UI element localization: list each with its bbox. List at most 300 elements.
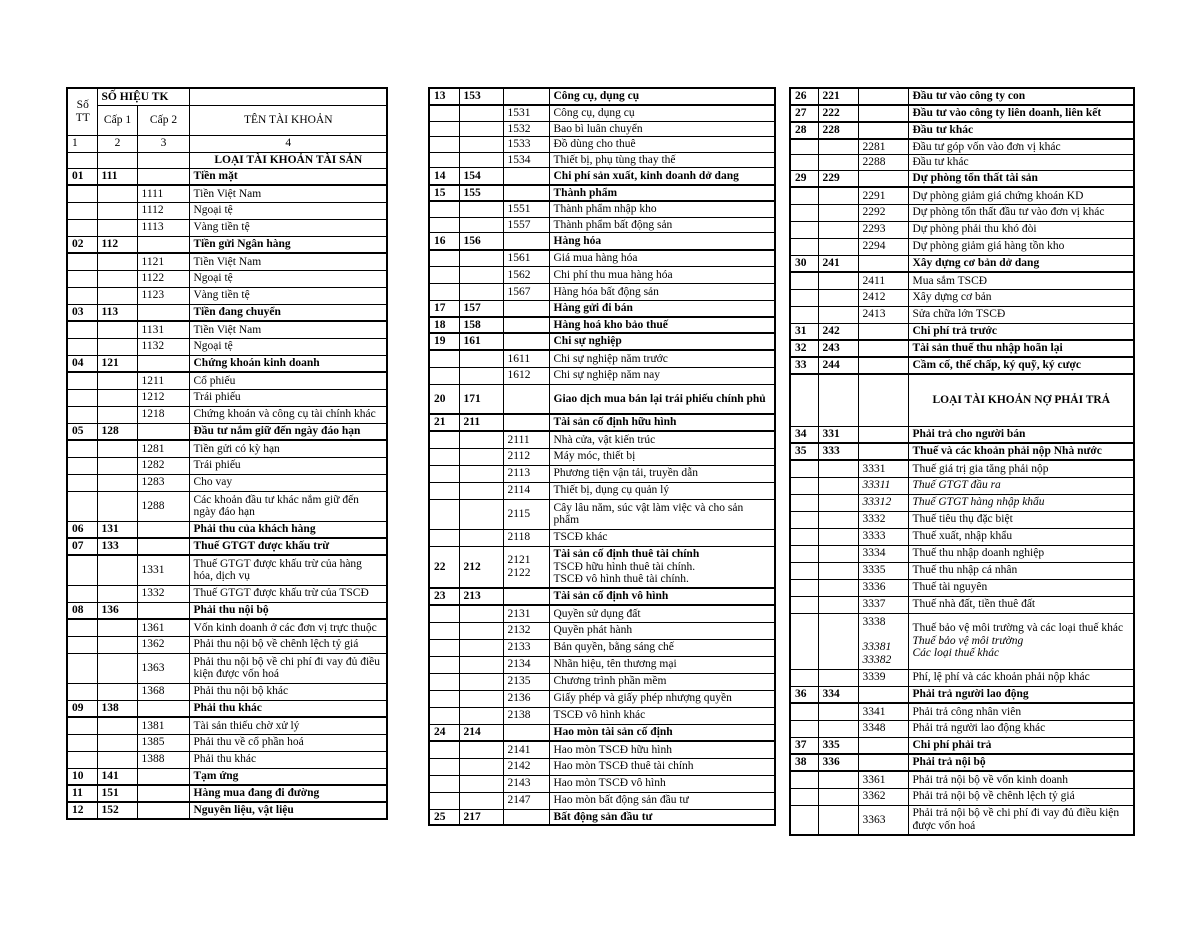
account-code-level-1: [459, 137, 503, 153]
account-code-level-2: 1368: [137, 683, 189, 700]
header-cap-1: Cấp 1: [97, 105, 137, 135]
account-row: [790, 255, 1134, 272]
account-name: Phải thu về cổ phần hoá: [189, 734, 387, 751]
account-code-level-2: [858, 443, 908, 460]
account-row: [429, 201, 775, 217]
account-row: [790, 323, 1134, 340]
account-name: Tạm ứng: [189, 768, 387, 785]
account-name: Dự phòng giảm giá chứng khoán KD: [908, 187, 1134, 204]
account-name: Cầm cố, thế chấp, ký quỹ, ký cược: [908, 357, 1134, 374]
row-number: [67, 389, 97, 406]
account-row: [429, 690, 775, 707]
account-name: Chi phí thu mua hàng hóa: [549, 267, 775, 284]
account-row: [429, 724, 775, 741]
account-row: [67, 555, 387, 585]
account-code-level-2: 3331: [858, 460, 908, 477]
row-number: [790, 562, 818, 579]
header-so-tt: Số TT: [67, 88, 97, 135]
account-code-level-2: 3348: [858, 720, 908, 737]
account-code-level-2: [137, 168, 189, 185]
account-code-level-2: 3333: [858, 528, 908, 545]
row-number: [67, 457, 97, 474]
row-number: 13: [429, 88, 459, 105]
account-row: [429, 105, 775, 121]
row-number: 16: [429, 233, 459, 250]
account-code-level-2: [503, 168, 549, 185]
account-code-level-1: [818, 562, 858, 579]
account-code-level-2: [503, 809, 549, 825]
account-code-level-2: 3341: [858, 703, 908, 720]
cell-line: 33382: [862, 653, 892, 666]
account-code-level-2: [503, 317, 549, 334]
account-row: [790, 204, 1134, 221]
account-code-level-1: 128: [97, 423, 137, 440]
account-name: Tài sản cố định hữu hình: [549, 414, 775, 431]
account-code-level-2: 2111: [503, 431, 549, 448]
account-code-level-2: 3336: [858, 579, 908, 596]
account-code-level-2: 1533: [503, 137, 549, 153]
account-name: Tiền Việt Nam: [189, 185, 387, 202]
account-code-level-1: 242: [818, 323, 858, 340]
account-row: [429, 546, 775, 588]
account-code-level-2: [858, 357, 908, 374]
account-code-level-1: 133: [97, 538, 137, 555]
blank-stt: [67, 152, 97, 168]
account-row: [790, 596, 1134, 613]
account-row: [790, 122, 1134, 139]
account-code-level-2: 3363: [858, 805, 908, 835]
cell-line: TSCĐ hữu hình thuê tài chính.: [553, 560, 696, 573]
cell-line: Thuế bảo vệ môi trường: [912, 634, 1024, 647]
row-number: [790, 221, 818, 238]
row-number: [429, 622, 459, 639]
row-number: [429, 465, 459, 482]
account-code-level-1: [459, 121, 503, 137]
row-number: [67, 287, 97, 304]
account-row: [790, 306, 1134, 323]
account-code-level-1: [818, 204, 858, 221]
row-number: [67, 338, 97, 355]
account-row: [429, 499, 775, 529]
row-number: [67, 585, 97, 602]
account-code-level-1: 156: [459, 233, 503, 250]
account-code-level-2: 2132: [503, 622, 549, 639]
account-code-level-1: 221: [818, 88, 858, 105]
account-row: [790, 545, 1134, 562]
row-number: 09: [67, 700, 97, 717]
account-code-level-2: 1551: [503, 201, 549, 217]
account-row: [429, 168, 775, 185]
account-code-level-1: 154: [459, 168, 503, 185]
account-name: Thuế GTGT được khấu trừ của TSCĐ: [189, 585, 387, 602]
row-number: 35: [790, 443, 818, 460]
account-name: Tiền gửi có kỳ hạn: [189, 440, 387, 457]
row-number: [429, 707, 459, 724]
account-code-level-2: [137, 521, 189, 538]
account-row: [67, 389, 387, 406]
row-number: [67, 555, 97, 585]
account-code-level-2: 1288: [137, 491, 189, 521]
row-number: 25: [429, 809, 459, 825]
account-code-level-1: [97, 619, 137, 636]
account-name: Phí, lệ phí và các khoản phải nộp khác: [908, 669, 1134, 686]
account-name: Hao mòn TSCĐ vô hình: [549, 775, 775, 792]
account-name: Sửa chữa lớn TSCĐ: [908, 306, 1134, 323]
account-name: Hàng gửi đi bán: [549, 301, 775, 317]
row-number: [67, 474, 97, 491]
account-row: [790, 426, 1134, 443]
account-row: [67, 700, 387, 717]
account-code-level-2: 2147: [503, 792, 549, 809]
account-name: Bất động sản đầu tư: [549, 809, 775, 825]
row-number: [790, 528, 818, 545]
row-number: 37: [790, 737, 818, 754]
account-code-level-2: [858, 426, 908, 443]
account-row: [429, 741, 775, 758]
account-name: Vàng tiền tệ: [189, 287, 387, 304]
account-row: [429, 301, 775, 317]
row-number: 20: [429, 384, 459, 414]
account-code-level-1: [459, 758, 503, 775]
account-code-level-2: 2133: [503, 639, 549, 656]
account-code-level-1: [818, 545, 858, 562]
account-code-level-1: [97, 185, 137, 202]
account-row: [790, 788, 1134, 805]
row-number: 24: [429, 724, 459, 741]
account-name: Bản quyền, bằng sáng chế: [549, 639, 775, 656]
account-code-level-1: 333: [818, 443, 858, 460]
blank-c2: [137, 152, 189, 168]
account-row: [790, 720, 1134, 737]
account-row: [429, 367, 775, 384]
account-row: [790, 443, 1134, 460]
account-row: [790, 771, 1134, 788]
account-code-level-1: 153: [459, 88, 503, 105]
row-number: 29: [790, 170, 818, 187]
account-row: [790, 562, 1134, 579]
account-row: [429, 137, 775, 153]
header-ten-tai-khoan: TÊN TÀI KHOẢN: [189, 105, 387, 135]
account-code-level-1: [818, 306, 858, 323]
account-code-level-2: 1532: [503, 121, 549, 137]
account-row: [790, 105, 1134, 122]
cell-line: 3338: [862, 616, 886, 628]
row-number: 27: [790, 105, 818, 122]
account-code-level-1: 152: [97, 802, 137, 819]
account-code-level-2: [137, 355, 189, 372]
account-code-level-1: [97, 253, 137, 270]
account-code-level-1: [97, 474, 137, 491]
account-row: [429, 88, 775, 105]
account-code-level-1: 171: [459, 384, 503, 414]
row-number: 31: [790, 323, 818, 340]
row-number: [429, 137, 459, 153]
account-code-level-2: 3335: [858, 562, 908, 579]
account-name: Dự phòng giảm giá hàng tồn kho: [908, 238, 1134, 255]
row-number: [790, 306, 818, 323]
account-name: Thuế thu nhập cá nhân: [908, 562, 1134, 579]
account-code-level-1: [459, 350, 503, 367]
row-number: 32: [790, 340, 818, 357]
account-code-level-1: 151: [97, 785, 137, 802]
account-code-level-2: [858, 170, 908, 187]
account-code-level-2: [858, 340, 908, 357]
account-code-level-1: [97, 555, 137, 585]
row-number: [429, 499, 459, 529]
account-code-level-2: 33312: [858, 494, 908, 511]
account-code-level-2: 2135: [503, 673, 549, 690]
row-number: [790, 155, 818, 171]
row-number: [429, 758, 459, 775]
row-number: [790, 720, 818, 737]
row-number: 04: [67, 355, 97, 372]
account-code-level-1: [818, 805, 858, 835]
account-code-level-1: [818, 139, 858, 155]
account-code-level-2: [858, 754, 908, 771]
account-row: [429, 121, 775, 137]
account-code-level-2: 2288: [858, 155, 908, 171]
account-name: Phải trả nội bộ về chênh lệch tỷ giá: [908, 788, 1134, 805]
row-number: [790, 238, 818, 255]
row-number: [67, 372, 97, 389]
account-name: Thuế tài nguyên: [908, 579, 1134, 596]
account-code-level-2: 1611: [503, 350, 549, 367]
account-code-level-2: [137, 423, 189, 440]
row-number: [429, 690, 459, 707]
row-number: 33: [790, 357, 818, 374]
account-code-level-1: [818, 460, 858, 477]
account-name: Phải trả công nhân viên: [908, 703, 1134, 720]
row-number: [429, 367, 459, 384]
account-row: [67, 372, 387, 389]
blank-stt: [790, 374, 818, 426]
row-number: [790, 139, 818, 155]
account-row: [67, 236, 387, 253]
account-name: Thuế GTGT đầu ra: [908, 477, 1134, 494]
row-number: [67, 653, 97, 683]
account-code-level-1: [818, 272, 858, 289]
account-code-level-2: [503, 724, 549, 741]
row-number: 07: [67, 538, 97, 555]
account-name: Thiết bị, phụ tùng thay thế: [549, 152, 775, 168]
account-code-level-1: 214: [459, 724, 503, 741]
account-code-level-2: 2118: [503, 529, 549, 546]
blank-c2: [858, 374, 908, 426]
account-code-level-1: 131: [97, 521, 137, 538]
account-row: [790, 477, 1134, 494]
row-number: 19: [429, 333, 459, 350]
account-name: Chi phí sản xuất, kinh doanh dở dang: [549, 168, 775, 185]
account-code-level-1: [459, 105, 503, 121]
account-code-level-1: [97, 457, 137, 474]
account-code-level-1: [459, 792, 503, 809]
account-code-level-1: [459, 284, 503, 301]
account-row: [790, 737, 1134, 754]
account-row: [429, 384, 775, 414]
account-name: Đầu tư góp vốn vào đơn vị khác: [908, 139, 1134, 155]
account-code-level-2: [503, 233, 549, 250]
account-code-level-1: 331: [818, 426, 858, 443]
account-name: Đồ dùng cho thuê: [549, 137, 775, 153]
account-code-level-1: [97, 338, 137, 355]
row-number: 22: [429, 546, 459, 588]
cell-line: Thuế bảo vệ môi trường và các loại thuế khác: [912, 622, 1124, 635]
account-row: [429, 482, 775, 499]
account-row: [790, 187, 1134, 204]
account-code-level-1: [818, 494, 858, 511]
row-number: [67, 406, 97, 423]
section-title: LOẠI TÀI KHOẢN NỢ PHẢI TRẢ: [908, 374, 1134, 426]
row-number: 38: [790, 754, 818, 771]
section-header-row: [790, 374, 1134, 426]
cell-line: 2121: [507, 554, 531, 567]
account-name: Tài sản thiếu chờ xử lý: [189, 717, 387, 734]
account-code-level-2: 2136: [503, 690, 549, 707]
row-number: 10: [67, 768, 97, 785]
account-code-level-2: 1388: [137, 751, 189, 768]
account-name: Chứng khoán kinh doanh: [189, 355, 387, 372]
account-name: Bao bì luân chuyển: [549, 121, 775, 137]
row-number: [429, 448, 459, 465]
account-code-level-1: [459, 673, 503, 690]
account-code-level-2: 2115: [503, 499, 549, 529]
account-name: Trái phiếu: [189, 389, 387, 406]
account-row: [67, 270, 387, 287]
account-code-level-1: [459, 201, 503, 217]
account-code-level-1: [459, 499, 503, 529]
account-name: Ngoại tệ: [189, 270, 387, 287]
account-code-level-2: 3334: [858, 545, 908, 562]
blank-c1: [97, 152, 137, 168]
account-code-level-2: [858, 105, 908, 122]
account-code-level-2: [858, 122, 908, 139]
row-number: [67, 717, 97, 734]
account-code-level-1: [97, 270, 137, 287]
account-name: Phải thu nội bộ khác: [189, 683, 387, 700]
account-code-level-1: [459, 656, 503, 673]
account-code-level-2: 2131: [503, 605, 549, 622]
account-name: Hàng mua đang đi đường: [189, 785, 387, 802]
account-code-level-2: [503, 88, 549, 105]
account-name: Thành phẩm: [549, 185, 775, 202]
account-code-level-2: 2113: [503, 465, 549, 482]
account-row: [429, 758, 775, 775]
account-code-level-1: [97, 440, 137, 457]
header-num-3: 3: [137, 135, 189, 152]
account-code-level-2: 2114: [503, 482, 549, 499]
account-row: [790, 272, 1134, 289]
row-number: [67, 636, 97, 653]
account-code-level-2: [503, 546, 549, 588]
account-row: [67, 474, 387, 491]
account-code-level-2: 1113: [137, 219, 189, 236]
account-code-level-1: [818, 579, 858, 596]
account-row: [429, 707, 775, 724]
header-num-1: 1: [67, 135, 97, 152]
account-row: [67, 653, 387, 683]
account-code-level-2: [503, 185, 549, 202]
account-code-level-2: 2138: [503, 707, 549, 724]
account-row: [429, 465, 775, 482]
account-code-level-2: 2292: [858, 204, 908, 221]
account-code-level-2: [503, 301, 549, 317]
row-number: [429, 482, 459, 499]
account-name: Các khoản đầu tư khác nắm giữ đến ngày đáo hạn: [189, 491, 387, 521]
account-name: Phải trả nội bộ: [908, 754, 1134, 771]
account-code-level-1: [97, 653, 137, 683]
account-code-level-1: [97, 636, 137, 653]
account-name: Phải trả nội bộ về chi phí đi vay đủ điều kiện được vốn hoá: [908, 805, 1134, 835]
account-code-level-1: [97, 372, 137, 389]
account-code-level-1: [459, 529, 503, 546]
account-table-column-2: [428, 87, 776, 826]
account-row: [67, 802, 387, 819]
account-name: Quyền sử dụng đất: [549, 605, 775, 622]
account-code-level-1: [818, 289, 858, 306]
account-code-level-2: [858, 613, 908, 669]
account-code-level-1: [459, 707, 503, 724]
account-row: [429, 673, 775, 690]
account-row: [429, 350, 775, 367]
account-code-level-1: 161: [459, 333, 503, 350]
row-number: 12: [67, 802, 97, 819]
account-name: Đầu tư khác: [908, 122, 1134, 139]
account-name: [908, 613, 1134, 669]
account-code-level-2: [503, 384, 549, 414]
account-name: Phải trả người lao động: [908, 686, 1134, 703]
row-number: 23: [429, 588, 459, 605]
account-code-level-1: [818, 238, 858, 255]
account-code-level-1: [818, 788, 858, 805]
account-code-level-1: 136: [97, 602, 137, 619]
account-code-level-1: 228: [818, 122, 858, 139]
account-row: [790, 669, 1134, 686]
account-row: [429, 333, 775, 350]
account-name: Dự phòng phải thu khó đòi: [908, 221, 1134, 238]
row-number: 28: [790, 122, 818, 139]
account-code-level-1: [97, 287, 137, 304]
row-number: 05: [67, 423, 97, 440]
account-code-level-2: 1281: [137, 440, 189, 457]
account-code-level-1: 121: [97, 355, 137, 372]
account-row: [67, 768, 387, 785]
account-code-level-2: [137, 768, 189, 785]
row-number: [790, 511, 818, 528]
account-code-level-1: 112: [97, 236, 137, 253]
account-row: [429, 605, 775, 622]
account-code-level-2: [858, 255, 908, 272]
header-blank: [189, 88, 387, 105]
account-code-level-2: [858, 686, 908, 703]
account-row: [429, 250, 775, 267]
account-row: [790, 703, 1134, 720]
account-name: Nguyên liệu, vật liệu: [189, 802, 387, 819]
row-number: [790, 771, 818, 788]
account-code-level-1: 244: [818, 357, 858, 374]
account-name: Chi sự nghiệp: [549, 333, 775, 350]
account-code-level-1: [818, 477, 858, 494]
row-number: 26: [790, 88, 818, 105]
account-code-level-1: 217: [459, 809, 503, 825]
account-code-level-2: 2281: [858, 139, 908, 155]
account-code-level-2: [137, 304, 189, 321]
header-so-hieu-tk: SỐ HIỆU TK: [97, 88, 189, 105]
account-name: Thuế thu nhập doanh nghiệp: [908, 545, 1134, 562]
account-code-level-1: 157: [459, 301, 503, 317]
account-row: [67, 585, 387, 602]
account-name: Hao mòn tài sản cố định: [549, 724, 775, 741]
account-name: Tiền gửi Ngân hàng: [189, 236, 387, 253]
